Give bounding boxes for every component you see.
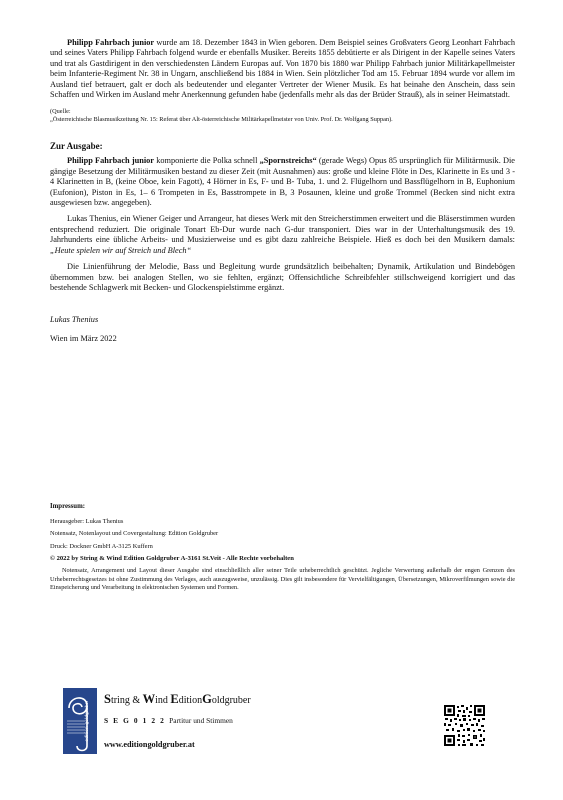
edition-paragraph-3: Die Linienführung der Melodie, Bass und Begleitung wurde grundsätzlich beibehalten; Dynamik, Artikulation und Bindebögen übernommen bzw. bei analogen Stellen, wo sie fehlten, ergänzt; Offensichtliche Schreibfehler stillschweigend korrigiert und das bestehende Schlagwerk mit Becken- und Glockenspielstimme ergänzt. — [50, 262, 515, 292]
musician-quote: „Heute spielen wir auf Streich und Blech“ — [50, 245, 192, 255]
impressum-heading: Impressum: — [50, 503, 85, 510]
edition-description: Partitur und Stimmen — [169, 716, 233, 725]
typesetting-line: Notensatz, Notenlayout und Covergestaltung: Edition Goldgruber — [50, 530, 219, 538]
edition-paragraph-2 — [50, 214, 515, 256]
print-line: Druck: Dockner GmbH A-3125 Kuffern — [50, 542, 153, 550]
paragraph-text: Lukas Thenius, ein Wiener Geiger und Arrangeur, hat dieses Werk mit den Streicherstimmen erweitert und die Bläserstimmen wurden entsprechend reduziert. Die originale Tonart Eb-Dur wurde nach G-dur transponiert. Dies war in der Unterhaltungsmusik des 19. Jahrhunderts eine übliche Arbeits- und Musizierweise und es gibt dazu zahlreiche Beispiele. Hieß es doch bei den Musikern damals: — [50, 214, 515, 245]
copyright-line: © 2022 by String & Wind Edition Goldgruber A-3161 St.Veit - Alle Rechte vorbehalten — [50, 555, 294, 563]
biography-text: wurde am 18. Dezember 1843 in Wien geboren. Dem Beispiel seines Großvaters Georg Leonhart Fahrbach und seines Vaters Philipp Fahrbach folgend wurde er ebenfalls Musiker. Bereits 1855 debütierte er als Dirigent in der Kapelle seines Vaters und trat als Gastdirigent in den verschiedensten Ländern Europas auf. Von 1870 bis 1880 war Philipp Fahrbach junior Militärkapellmeister beim Infanterie-Regiment Nr. 38 in Ungarn, anschließend bis 1884 in Wien. Sein plötzlicher Tod am 15. Februar 1894 wurde vor allem im Ausland tief betrauert, galt er doch als bedeutender und eleganter Vertreter der Wiener Musik. Es hat beinahe den Anschein, dass sein Schaffen und Wirken im Ausland mehr Anerkennung gefunden habe (jedenfalls mehr als das der Brüder Strauß), als in seiner Heimatstadt. — [50, 38, 515, 100]
biography-paragraph — [50, 38, 515, 100]
legal-notice: Notensatz, Arrangement und Layout dieser Ausgabe sind einschließlich aller seiner Teile urheberrechtlich geschützt. Jegliche Verwertung außerhalb der engen Grenzen des Urheberrechtsgesetzes ist ohne Zustimmung des Verlages, auch auszugsweise, unzulässig. Dies gilt insbesondere für Vervielfältigungen, Übersetzungen, Mikroverfilmungen sowie die Einspeicherung und Verarbeitung in elektronischen Systemen und Formen. — [50, 567, 515, 592]
brand-initial: E — [170, 692, 179, 706]
clef-icon — [63, 688, 97, 754]
brand-part: tring & — [110, 695, 143, 706]
source-label: (Quelle: — [50, 108, 71, 116]
impressum-block — [50, 518, 515, 593]
brand-part: dition — [178, 695, 203, 706]
qr-code-icon — [443, 704, 486, 747]
brand-initial: S — [104, 692, 111, 706]
signature: Lukas Thenius — [50, 315, 99, 325]
brand-name — [104, 692, 251, 707]
publisher-logo — [63, 688, 97, 754]
main-content — [50, 38, 515, 343]
composer-name-2: Philipp Fahrbach junior — [67, 156, 154, 166]
logo-side-text: edition goldgruber — [84, 700, 89, 742]
place-date: Wien im März 2022 — [50, 334, 117, 344]
publisher-line: Herausgeber: Lukas Thenius — [50, 518, 124, 525]
edition-paragraph-1 — [50, 156, 515, 208]
source-text: „Österreichische Blasmusikzeitung Nr. 15: Referat über Alt-österreichische Militärkapellmeister von Univ. Prof. Dr. Wolfgang Suppan). — [50, 116, 393, 124]
brand-initial: G — [202, 692, 212, 706]
section-heading: Zur Ausgabe: — [50, 141, 103, 152]
work-title: „Spornstreichs“ — [259, 156, 317, 166]
brand-part: oldgruber — [211, 695, 251, 706]
edition-code: S E G 0 1 2 2 — [104, 716, 166, 725]
source-note — [50, 108, 515, 124]
edition-number — [104, 716, 233, 725]
website-link[interactable]: www.editiongoldgruber.at — [104, 740, 195, 749]
brand-initial: W — [142, 692, 156, 706]
paragraph-text: (gerade Wegs) Opus 85 ursprünglich für Militärmusik. Die gängige Besetzung der Militärmusiken bestand zu dieser Zeit (mit Ausnahmen) aus: große und kleine Flöte in Des, Klarinette in Es und 3 - 4 Klarinetten in B, (keine Oboe, kein Fagott), 4 Hörner in Es, F- und B- Tuba, 1. und 2. Flügelhorn und Bassflügelhorn in B, Euphonium (Eufonion), Piston in Es, 1– 6 Trompeten in Es, Basstrompete in B, 3 Posaunen, kleine und große Trommel (Becken sind nicht extra ausgewiesen bzw. angegeben). — [50, 156, 515, 208]
brand-part: ind — [155, 695, 171, 706]
paragraph-text: komponierte die Polka schnell — [154, 156, 260, 166]
composer-name: Philipp Fahrbach junior — [67, 38, 155, 47]
